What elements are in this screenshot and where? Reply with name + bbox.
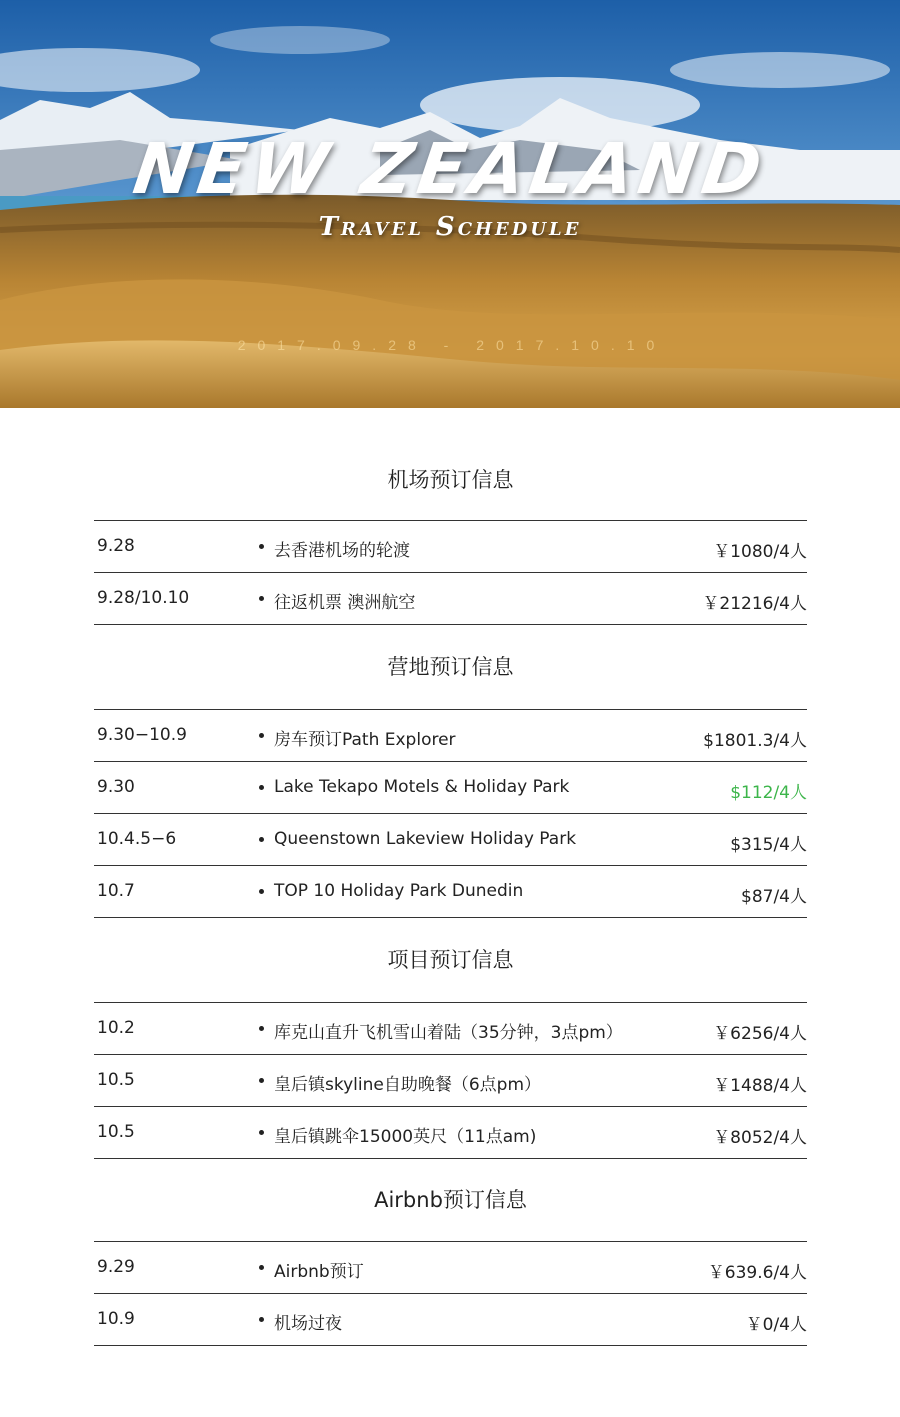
bullet-icon — [259, 785, 264, 790]
item-date: 9.28 — [97, 536, 135, 556]
airbnb-booking-list — [94, 1241, 807, 1346]
item-date: 9.29 — [97, 1257, 135, 1277]
bullet-icon — [259, 1317, 264, 1322]
item-price: ￥1080/4人 — [713, 542, 807, 562]
hero-date-range: 2017.09.28 - 2017.10.10 — [237, 337, 667, 353]
schedule-content — [94, 408, 807, 1346]
list-item — [94, 814, 807, 866]
list-item — [94, 1055, 807, 1107]
item-date: 10.4.5−6 — [97, 829, 177, 849]
section-title-airbnb: Airbnb预订信息 — [374, 1188, 527, 1212]
item-description: Airbnb预订 — [274, 1262, 364, 1282]
item-price: ￥8052/4人 — [713, 1128, 807, 1148]
bullet-icon — [259, 1265, 264, 1270]
bullet-icon — [259, 596, 264, 601]
item-date: 10.7 — [97, 881, 135, 901]
item-date: 9.30 — [97, 777, 135, 797]
item-date: 10.2 — [97, 1018, 135, 1038]
item-description: 皇后镇skyline自助晚餐（6点pm） — [274, 1075, 542, 1095]
item-description: 房车预订Path Explorer — [274, 730, 456, 750]
list-item — [94, 710, 807, 762]
item-date: 9.30−10.9 — [97, 725, 187, 745]
item-price: $87/4人 — [741, 887, 807, 907]
list-item — [94, 762, 807, 814]
list-item — [94, 1003, 807, 1055]
item-description: 去香港机场的轮渡 — [274, 541, 410, 561]
campsite-booking-list — [94, 709, 807, 918]
item-date: 10.9 — [97, 1309, 135, 1329]
hero-title: NEW ZEALAND — [128, 128, 772, 210]
bullet-icon — [259, 837, 264, 842]
item-price: ￥639.6/4人 — [707, 1263, 807, 1283]
list-item — [94, 1107, 807, 1159]
item-description: 皇后镇跳伞15000英尺（11点am) — [274, 1127, 537, 1147]
item-description: Queenstown Lakeview Holiday Park — [274, 829, 577, 849]
item-price: $315/4人 — [730, 835, 807, 855]
bullet-icon — [259, 1078, 264, 1083]
airport-booking-list — [94, 520, 807, 625]
bullet-icon — [259, 1130, 264, 1135]
bullet-icon — [259, 889, 264, 894]
bullet-icon — [259, 544, 264, 549]
item-price-highlighted: $112/4人 — [730, 783, 807, 803]
item-date: 10.5 — [97, 1122, 135, 1142]
activity-booking-list — [94, 1002, 807, 1159]
item-date: 9.28/10.10 — [97, 588, 190, 608]
bullet-icon — [259, 733, 264, 738]
item-price: $1801.3/4人 — [703, 731, 807, 751]
hero-subtitle: Travel Schedule — [318, 212, 582, 242]
list-item — [94, 866, 807, 918]
list-item — [94, 573, 807, 625]
item-description: 库克山直升飞机雪山着陆（35分钟，3点pm） — [274, 1023, 623, 1043]
item-description: 往返机票 澳洲航空 — [274, 593, 416, 613]
list-item — [94, 1294, 807, 1346]
section-title-activities: 项目预订信息 — [387, 948, 514, 972]
bullet-icon — [259, 1026, 264, 1031]
item-description: 机场过夜 — [274, 1314, 342, 1334]
item-date: 10.5 — [97, 1070, 135, 1090]
section-title-airport: 机场预订信息 — [387, 468, 514, 492]
list-item — [94, 1242, 807, 1294]
item-price: ￥0/4人 — [745, 1315, 807, 1335]
item-price: ￥21216/4人 — [702, 594, 807, 614]
item-price: ￥6256/4人 — [713, 1024, 807, 1044]
item-description: Lake Tekapo Motels & Holiday Park — [274, 777, 570, 797]
section-title-campsite: 营地预订信息 — [387, 655, 514, 679]
item-price: ￥1488/4人 — [713, 1076, 807, 1096]
list-item — [94, 521, 807, 573]
hero-banner — [0, 0, 900, 408]
item-description: TOP 10 Holiday Park Dunedin — [274, 881, 524, 901]
